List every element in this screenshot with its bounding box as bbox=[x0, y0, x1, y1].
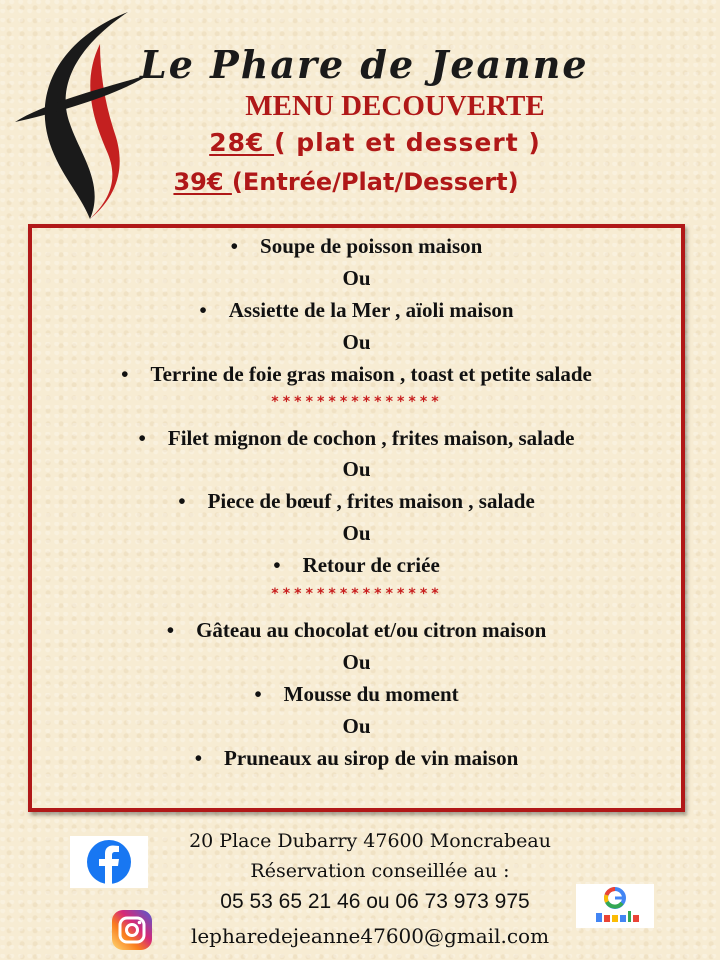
offer-three-courses bbox=[0, 168, 720, 196]
offer-two-courses bbox=[0, 128, 720, 157]
menu-item: • Soupe de poisson maison bbox=[230, 234, 483, 258]
or-divider: Ou bbox=[342, 457, 371, 481]
menu-item: • Retour de criée bbox=[273, 553, 440, 577]
menu-item: • Assiette de la Mer , aïoli maison bbox=[199, 298, 514, 322]
section-separator: *************** bbox=[270, 586, 443, 602]
google-icon[interactable] bbox=[576, 884, 654, 928]
menu-title: MENU DECOUVERTE bbox=[245, 90, 545, 122]
restaurant-name: Le Phare de Jeanne bbox=[140, 42, 589, 87]
offer-three-courses-text: (Entrée/Plat/Dessert) bbox=[231, 168, 519, 196]
instagram-icon[interactable] bbox=[110, 908, 154, 952]
phone-numbers[interactable]: 05 53 65 21 46 ou 06 73 973 975 bbox=[220, 890, 530, 913]
reservation-note: Réservation conseillée au : bbox=[250, 860, 510, 882]
or-divider: Ou bbox=[342, 521, 371, 545]
section-separator: *************** bbox=[270, 394, 443, 410]
address: 20 Place Dubarry 47600 Moncrabeau bbox=[189, 830, 551, 852]
menu-item: • Piece de bœuf , frites maison , salade bbox=[178, 489, 535, 513]
or-divider: Ou bbox=[342, 650, 371, 674]
menu-item: • Terrine de foie gras maison , toast et petite salade bbox=[121, 362, 592, 386]
or-divider: Ou bbox=[342, 266, 371, 290]
facebook-icon[interactable] bbox=[70, 836, 148, 888]
or-divider: Ou bbox=[342, 330, 371, 354]
offer-two-courses-price: 28€ bbox=[209, 128, 275, 157]
menu-item: • Gâteau au chocolat et/ou citron maison bbox=[166, 618, 547, 642]
offer-three-courses-price: 39€ bbox=[173, 168, 232, 196]
menu-item: • Pruneaux au sirop de vin maison bbox=[194, 746, 519, 770]
offer-two-courses-text: ( plat et dessert ) bbox=[274, 128, 541, 157]
or-divider: Ou bbox=[342, 714, 371, 738]
email-address[interactable]: lepharedejeanne47600@gmail.com bbox=[190, 924, 550, 948]
menu-item: • Mousse du moment bbox=[254, 682, 459, 706]
menu-item: • Filet mignon de cochon , frites maison, salade bbox=[138, 426, 575, 450]
